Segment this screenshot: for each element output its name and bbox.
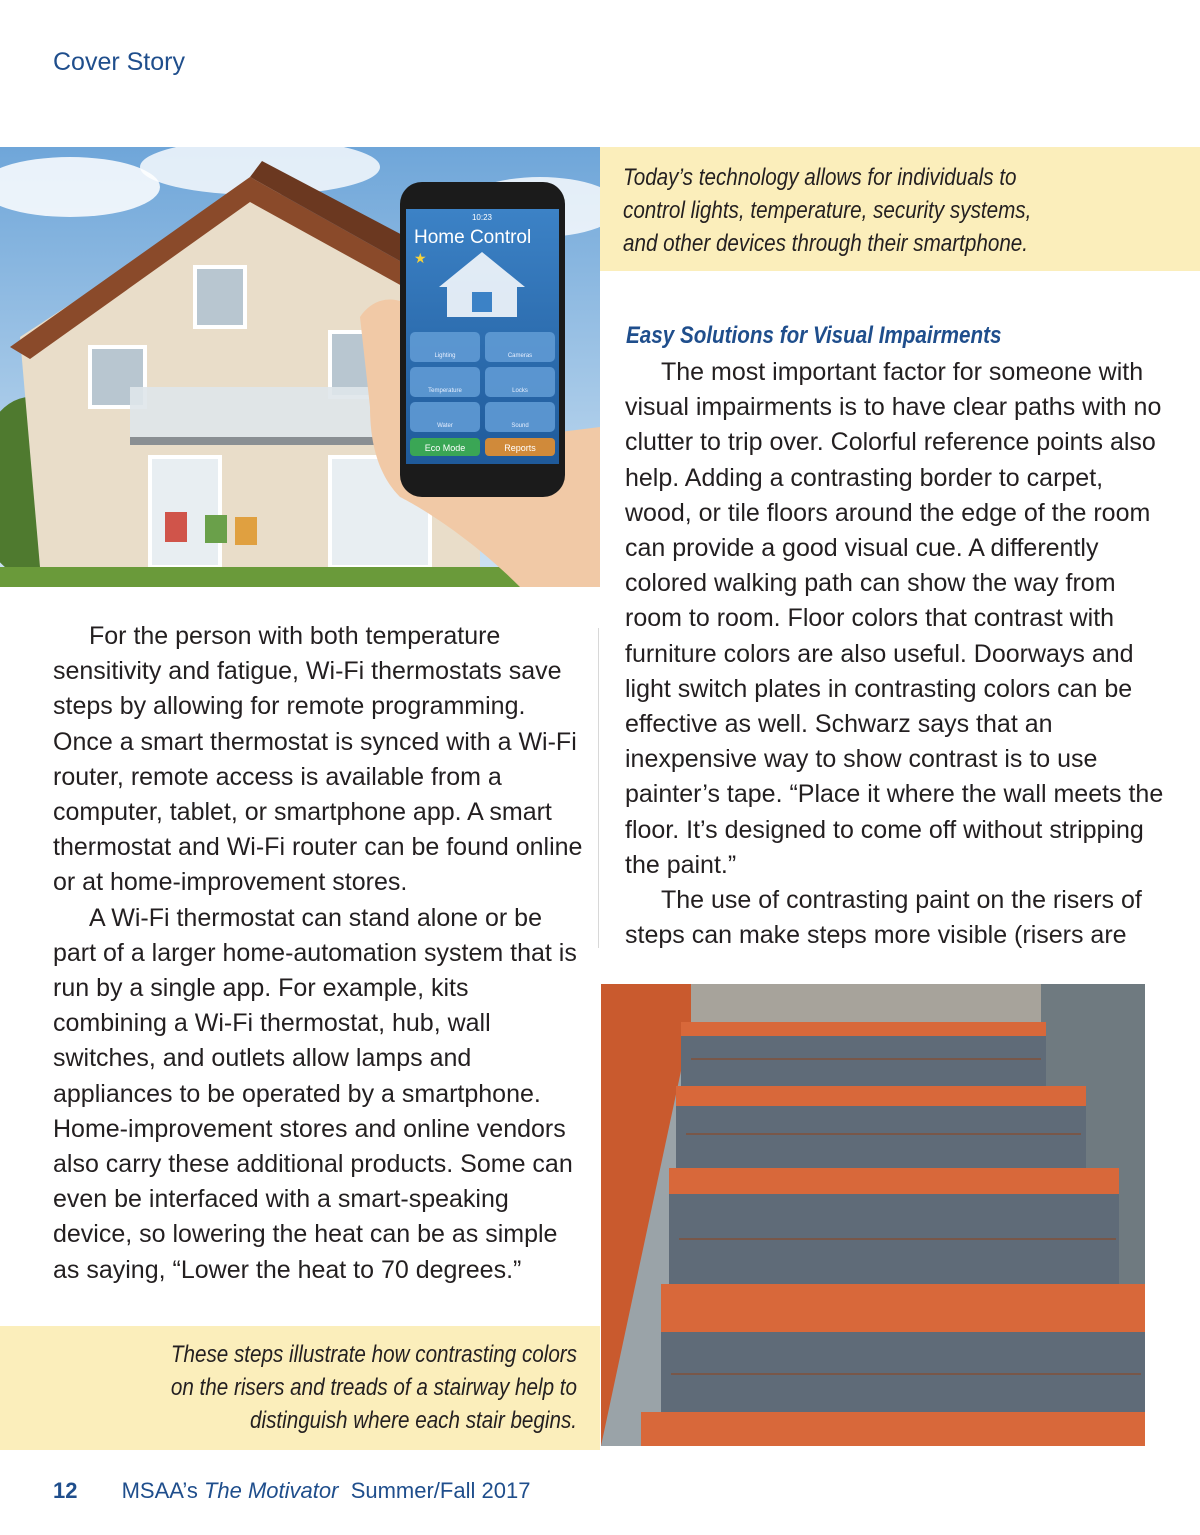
- stairs-photo: [601, 984, 1145, 1446]
- reports-button: Reports: [504, 443, 536, 453]
- publisher: MSAA’s: [121, 1478, 198, 1503]
- section-subhead: Easy Solutions for Visual Impairments: [626, 322, 1002, 349]
- svg-text:Water: Water: [437, 423, 453, 429]
- issue: Summer/Fall 2017: [350, 1478, 531, 1503]
- caption-line: on the risers and treads of a stairway help to: [170, 1374, 577, 1401]
- caption-line: distinguish where each stair begins.: [250, 1407, 577, 1434]
- svg-text:Temperature: Temperature: [428, 388, 462, 394]
- svg-text:Sound: Sound: [511, 423, 529, 429]
- right-column: [625, 355, 1165, 953]
- svg-text:Cameras: Cameras: [507, 353, 533, 359]
- body-paragraph: The use of contrasting paint on the risers of steps can make steps more visible (risers are: [625, 886, 1142, 950]
- phone-time: 10:23: [471, 213, 493, 222]
- page-footer: [53, 1478, 530, 1504]
- photo-caption-top: [600, 147, 1200, 271]
- caption-line: and other devices through their smartphone.: [623, 230, 1029, 257]
- section-label: Cover Story: [53, 48, 185, 76]
- publication-title: The Motivator: [203, 1478, 339, 1503]
- caption-line: These steps illustrate how contrasting colors: [170, 1341, 577, 1368]
- photo-caption-bottom: [0, 1326, 600, 1450]
- star-icon: ★: [414, 250, 427, 266]
- phone-app-title: Home Control: [414, 227, 532, 248]
- caption-line: control lights, temperature, security systems,: [623, 197, 1032, 224]
- svg-text:Lighting: Lighting: [434, 353, 456, 359]
- column-divider: [598, 628, 599, 948]
- left-column: [53, 619, 583, 1288]
- page-number: 12: [53, 1478, 78, 1503]
- svg-text:Locks: Locks: [512, 388, 528, 394]
- body-paragraph: The most important factor for someone with visual impairments is to have clear paths with no clutter to trip over. Colorful reference points also help. Adding a contrasting border to carpet, wood, or tile floors around the edge of the room can provide a good visual cue. A differently colored walking path can show the way from room to room. Floor colors that contrast with furniture colors are also useful. Doorways and light switch plates in contrasting colors can be effective as well. Schwarz says that an inexpensive way to show contrast is to use painter’s tape. “Place it where the wall meets the floor. It’s designed to come off without stripping the paint.”: [625, 358, 1164, 879]
- eco-mode-button: Eco Mode: [424, 443, 466, 453]
- body-paragraph: A Wi-Fi thermostat can stand alone or be part of a larger home-automation system that is run by a single app. For example, kits combining a Wi-Fi thermostat, hub, wall switches, and outlets allow lamps and appliances to be operated by a smartphone. Home-improvement stores and online vendors also carry these additional products. Some can even be interfaced with a smart-speaking device, so lowering the heat can be as simple as saying, “Lower the heat to 70 degrees.”: [53, 903, 577, 1284]
- caption-line: Today’s technology allows for individuals to: [623, 164, 1017, 191]
- body-paragraph: For the person with both temperature sensitivity and fatigue, Wi-Fi thermostats save steps by allowing for remote programming. Once a smart thermostat is synced with a Wi-Fi router, remote access is available from a computer, tablet, or smartphone app. A smart thermostat and Wi-Fi router can be found online or at home-improvement stores.: [53, 622, 583, 897]
- house-smartphone-photo: [0, 147, 600, 587]
